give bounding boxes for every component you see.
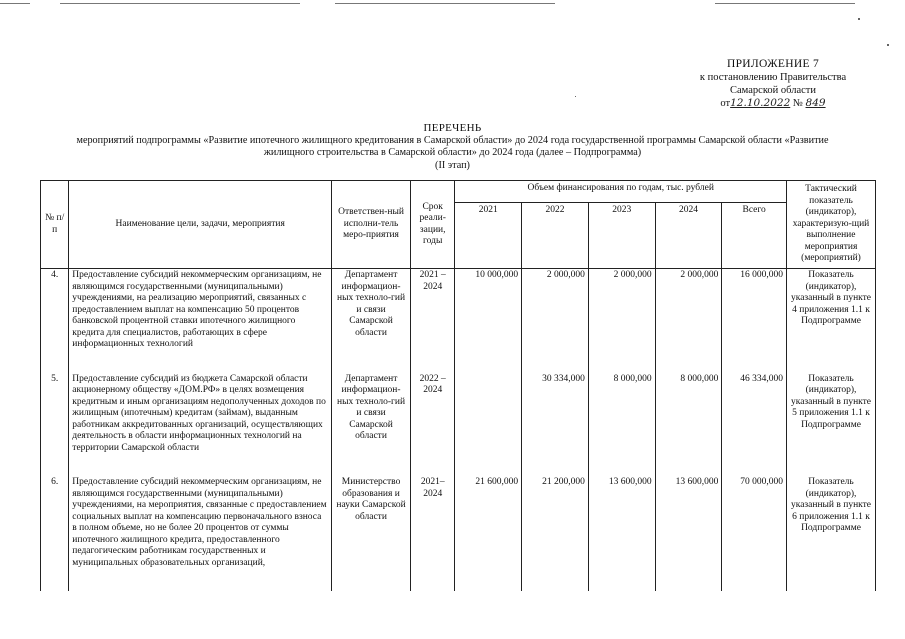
row-indicator: Показатель (индикатор), указанный в пункте 5 приложения 1.1 к Подпрограмме	[787, 373, 876, 477]
table-row	[41, 269, 876, 373]
row-2024: 8 000,000	[655, 373, 722, 477]
header-name: Наименование цели, задачи, мероприятия	[69, 181, 332, 269]
row-2021: 21 600,000	[455, 476, 522, 591]
header-year-2022: 2022	[522, 203, 589, 269]
scan-speck	[858, 18, 860, 20]
row-2021: 10 000,000	[455, 269, 522, 373]
row-2023: 2 000,000	[588, 269, 655, 373]
row-executor: Министерство образования и науки Самарской области	[332, 476, 411, 591]
row-total: 70 000,000	[722, 476, 787, 591]
row-executor: Департамент информацион-ных техноло-гий и связи Самарской области	[332, 269, 411, 373]
row-executor: Департамент информацион-ных техноло-гий и связи Самарской области	[332, 373, 411, 477]
title-heading: ПЕРЕЧЕНЬ	[423, 122, 482, 134]
header-indicator: Тактический показатель (индикатор), характеризую-щий выполнение мероприятия (мероприятий)	[787, 181, 876, 269]
scan-speck	[887, 44, 889, 46]
row-name: Предоставление субсидий из бюджета Самарской области акционерному обществу «ДОМ.РФ» в целях возмещения кредитным и иным организациям недополученных доходов по жилищным (ипотечным) кредитам (займам), выданным работникам аккредитованных организаций, осуществляющих деятельность в области информационных технологий на территории Самарской области	[69, 373, 332, 477]
row-2024: 2 000,000	[655, 269, 722, 373]
row-total: 16 000,000	[722, 269, 787, 373]
appendix-region: Самарской области	[730, 85, 816, 96]
row-2022: 30 334,000	[522, 373, 589, 477]
header-total: Всего	[722, 203, 787, 269]
row-term: 2022 – 2024	[410, 373, 454, 477]
appendix-heading: ПРИЛОЖЕНИЕ 7	[726, 58, 819, 70]
measures-table	[40, 180, 876, 591]
handwritten-date: 12.10.2022	[730, 97, 791, 109]
row-name: Предоставление субсидий некоммерческим организациям, не являющимся государственными (муниципальными) учреждениями, на реализацию мероприятий, связанных с предоставлением выплат на компенсацию 50 процентов банковской процентной ставки ипотечного жилищного кредита для специалистов, работающих в сфере информационных технологий	[69, 269, 332, 373]
document-title	[40, 122, 865, 172]
row-num: 4.	[41, 269, 69, 373]
row-indicator: Показатель (индикатор), указанный в пункте 4 приложения 1.1 к Подпрограмме	[787, 269, 876, 373]
header-funding: Объем финансирования по годам, тыс. рублей	[455, 181, 787, 203]
table-row	[41, 373, 876, 477]
row-2022: 2 000,000	[522, 269, 589, 373]
date-prefix: от	[720, 98, 731, 109]
row-2023: 13 600,000	[588, 476, 655, 591]
number-prefix: №	[792, 98, 803, 109]
row-num: 5.	[41, 373, 69, 477]
table-row	[41, 476, 876, 591]
header-year-2023: 2023	[588, 203, 655, 269]
appendix-block	[693, 58, 853, 110]
row-2022: 21 200,000	[522, 476, 589, 591]
row-2021	[455, 373, 522, 477]
row-name: Предоставление субсидий некоммерческим организациям, не являющимся государственными (муниципальными) учреждениями, на мероприятия, связанные с предоставлением социальных выплат на компенсацию первоначального взноса в полном объеме, но не более 20 процентов от суммы ипотечного жилищного кредита, предоставленного педагогическим работникам государственных и муниципальных образовательных организаций,	[69, 476, 332, 591]
header-year-2024: 2024	[655, 203, 722, 269]
row-indicator: Показатель (индикатор), указанный в пункте 6 приложения 1.1 к Подпрограмме	[787, 476, 876, 591]
header-year-2021: 2021	[455, 203, 522, 269]
scan-speck	[575, 96, 576, 97]
appendix-date-line	[693, 97, 853, 110]
title-line-2: жилищного строительства в Самарской области» до 2024 года (далее – Подпрограмма)	[263, 147, 642, 158]
appendix-ref: к постановлению Правительства	[699, 72, 847, 83]
row-total: 46 334,000	[722, 373, 787, 477]
header-term: Срок реали-зации, годы	[410, 181, 454, 269]
header-executor: Ответствен-ный исполни-тель меро-приятия	[332, 181, 411, 269]
handwritten-number: 849	[805, 97, 826, 109]
row-2024: 13 600,000	[655, 476, 722, 591]
row-term: 2021 – 2024	[410, 269, 454, 373]
row-num: 6.	[41, 476, 69, 591]
header-num: № п/п	[41, 181, 69, 269]
title-line-1: мероприятий подпрограммы «Развитие ипотечного жилищного кредитования в Самарской области» до 2024 года государственной программы Самарской области «Развитие	[76, 134, 829, 146]
row-term: 2021– 2024	[410, 476, 454, 591]
title-line-3: (II этап)	[435, 159, 470, 171]
row-2023: 8 000,000	[588, 373, 655, 477]
